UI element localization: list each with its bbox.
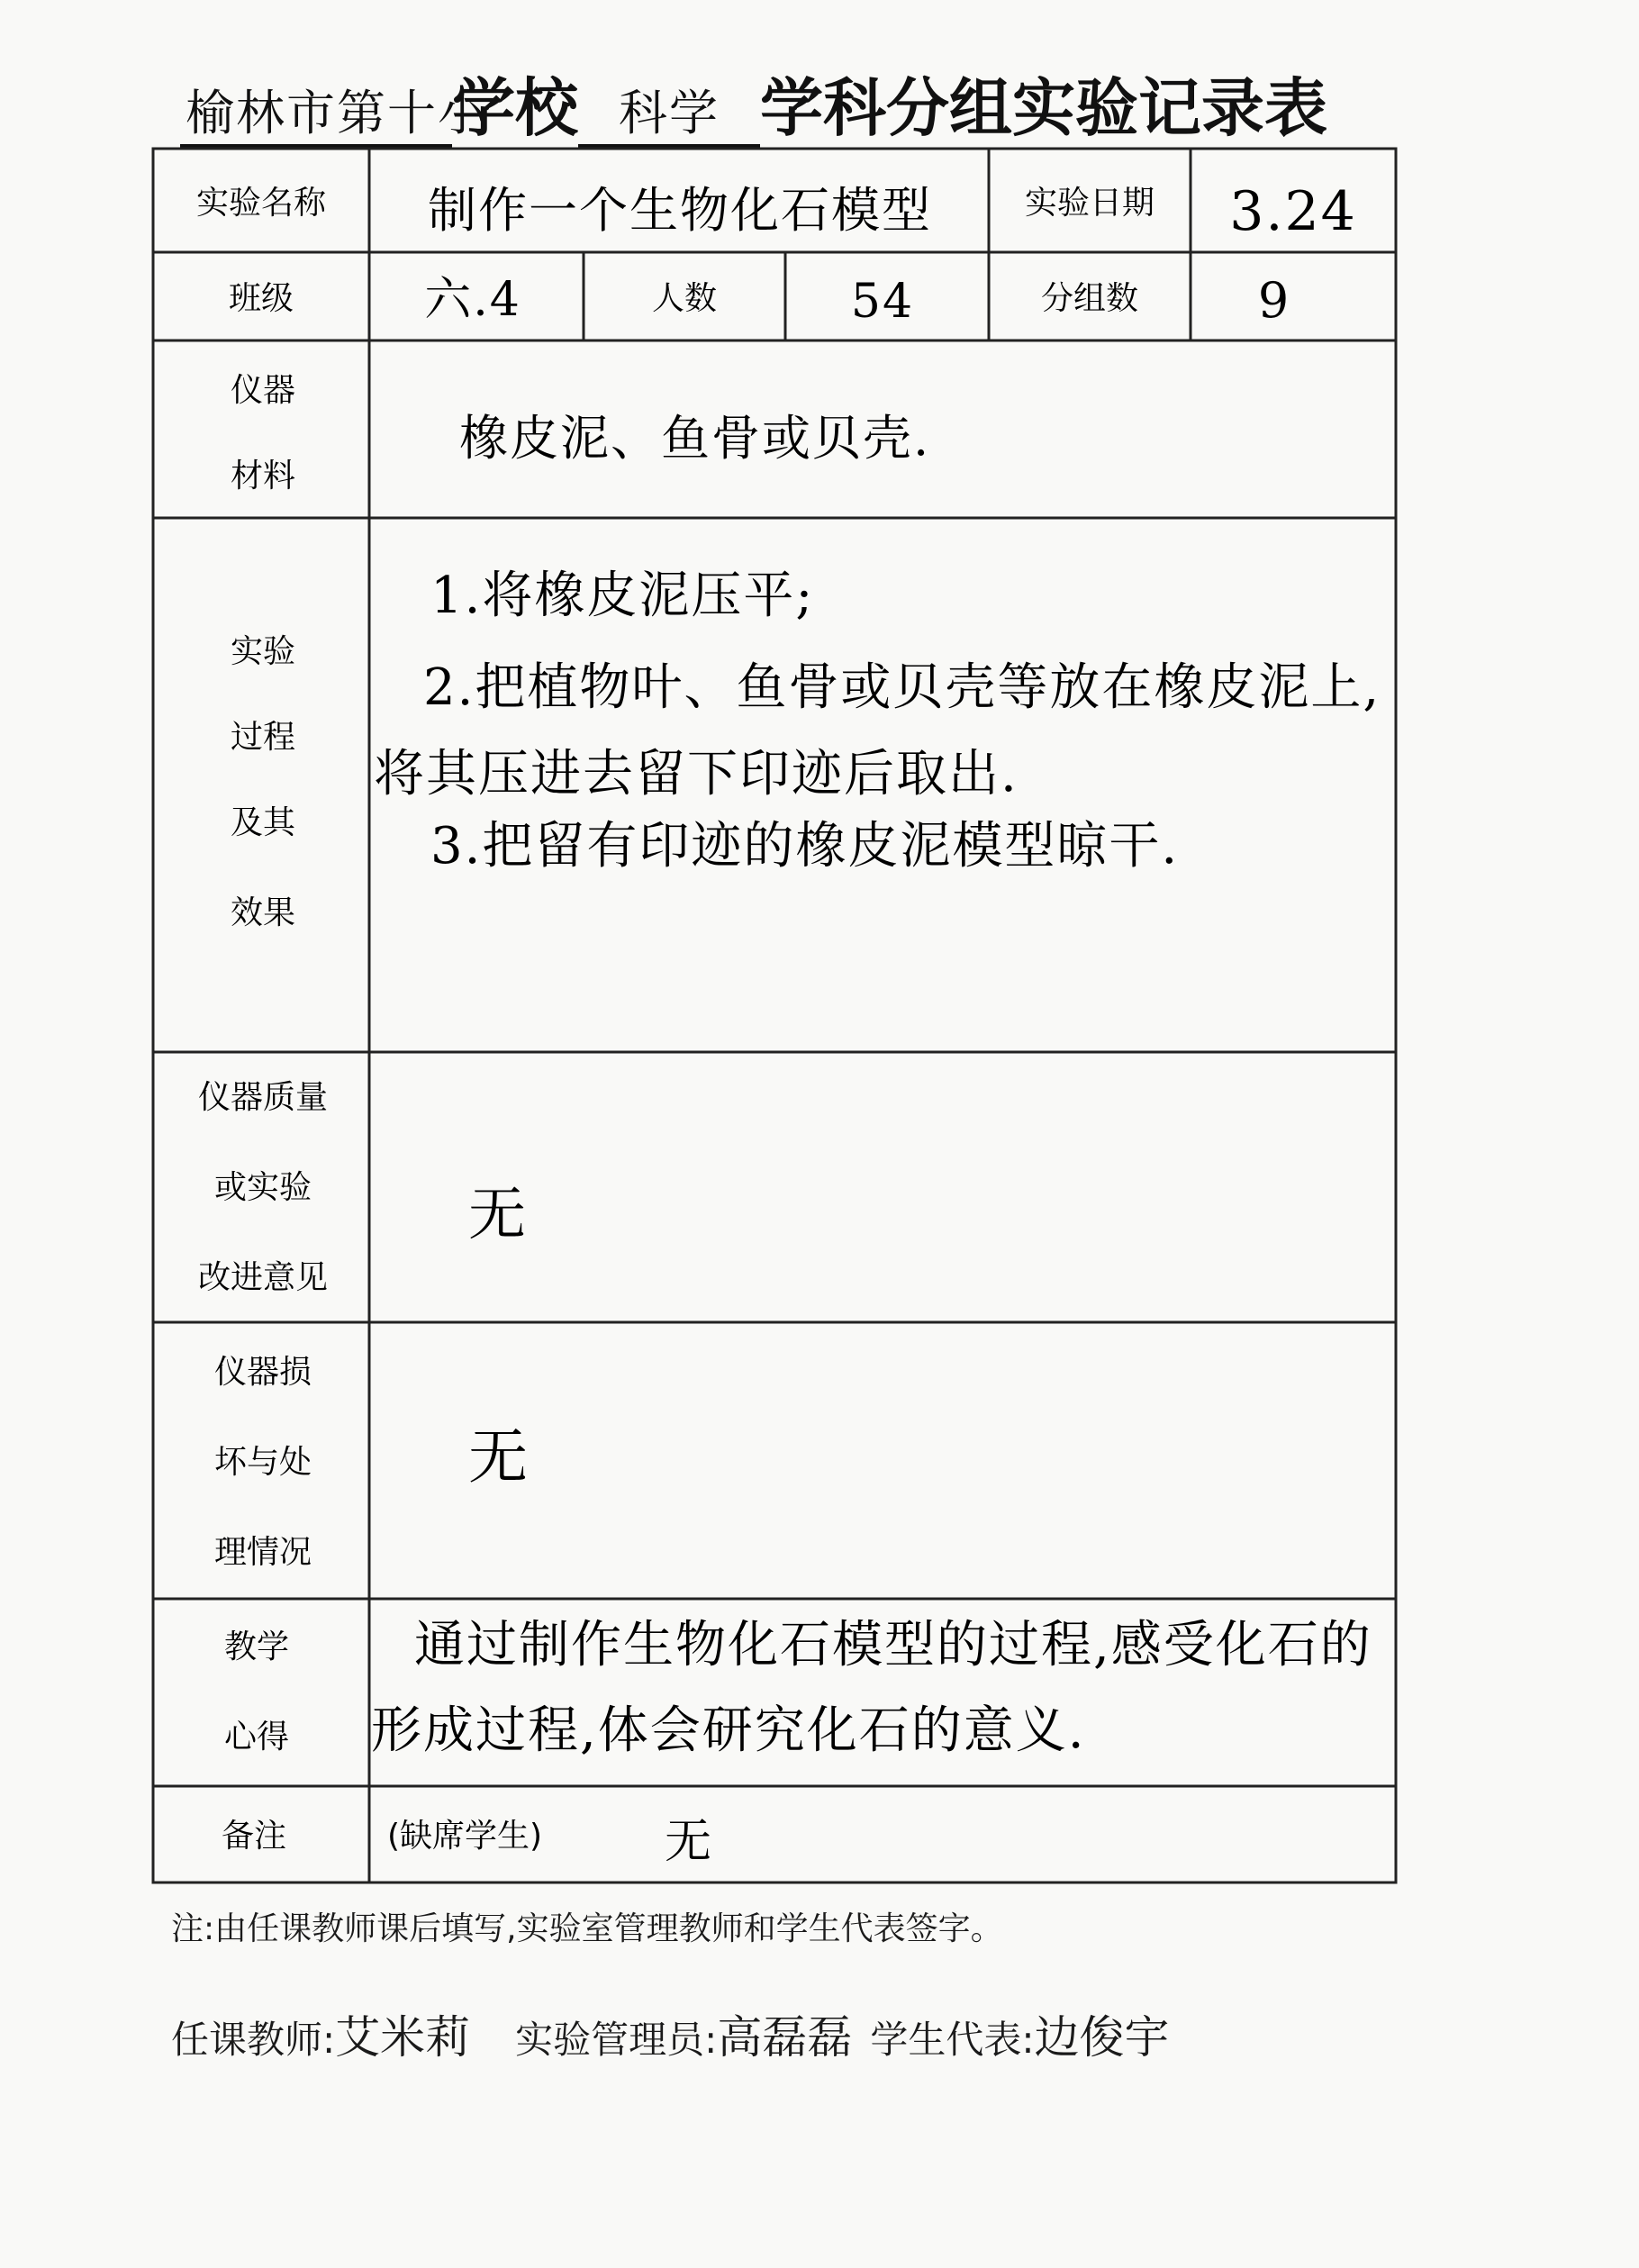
damage-label-3: 理情况 xyxy=(213,1534,312,1571)
process-line-1: 1.将橡皮泥压平; xyxy=(430,567,815,625)
reflection-label-1: 教学 xyxy=(223,1628,290,1665)
groups-value: 9 xyxy=(1257,272,1291,329)
remarks-prefix: (缺席学生) xyxy=(387,1818,543,1855)
school-suffix: 学校 xyxy=(452,71,578,145)
experiment-name-label: 实验名称 xyxy=(195,185,327,222)
quality-label-2: 或实验 xyxy=(213,1169,312,1206)
process-label-2: 过程 xyxy=(230,719,296,756)
quality-value: 无 xyxy=(468,1182,528,1248)
reflection-line-1: 通过制作生物化石模型的过程,感受化石的 xyxy=(414,1616,1372,1674)
process-label-1: 实验 xyxy=(230,633,296,670)
quality-label-1: 仪器质量 xyxy=(197,1079,329,1116)
class-label: 班级 xyxy=(228,280,294,317)
signature-row xyxy=(171,2001,1169,2066)
class-value: 六.4 xyxy=(424,273,521,327)
damage-label-1: 仪器损 xyxy=(213,1354,312,1391)
student-signature: 边俊宇 xyxy=(1034,2011,1170,2064)
admin-signature: 高磊磊 xyxy=(717,2011,853,2064)
materials-value: 橡皮泥、鱼骨或贝壳. xyxy=(459,410,931,467)
people-label: 人数 xyxy=(651,280,718,317)
quality-label-3: 改进意见 xyxy=(197,1259,329,1296)
subject-name: 科学 xyxy=(578,75,760,148)
materials-label-1: 仪器 xyxy=(230,372,296,409)
admin-label: 实验管理员: xyxy=(515,2018,718,2062)
school-name: 榆林市第十小 xyxy=(180,75,452,148)
student-label: 学生代表: xyxy=(870,2018,1035,2062)
process-line-2: 2.把植物叶、鱼骨或贝壳等放在橡皮泥上, xyxy=(423,658,1381,717)
process-label-4: 效果 xyxy=(230,894,296,931)
teacher-label: 任课教师: xyxy=(171,2018,336,2062)
damage-label-2: 坏与处 xyxy=(213,1444,312,1481)
materials-label-2: 材料 xyxy=(230,458,296,494)
experiment-name-value: 制作一个生物化石模型 xyxy=(428,182,932,239)
experiment-date-label: 实验日期 xyxy=(1024,185,1155,222)
damage-value: 无 xyxy=(468,1422,530,1492)
experiment-date-value: 3.24 xyxy=(1229,180,1357,243)
people-value: 54 xyxy=(850,275,915,329)
reflection-line-2: 形成过程,体会研究化石的意义. xyxy=(371,1701,1086,1760)
process-line-3: 将其压进去留下印迹后取出. xyxy=(374,745,1019,803)
remarks-value: 无 xyxy=(665,1815,714,1869)
form-title-text: 学科分组实验记录表 xyxy=(760,71,1327,145)
reflection-label-2: 心得 xyxy=(223,1719,290,1755)
teacher-signature: 艾米莉 xyxy=(335,2011,471,2064)
groups-label: 分组数 xyxy=(1040,280,1139,317)
process-line-4: 3.把留有印迹的橡皮泥模型晾干. xyxy=(430,817,1180,875)
footnote: 注:由任课教师课后填写,实验室管理教师和学生代表签字。 xyxy=(171,1910,1003,1947)
process-label-3: 及其 xyxy=(230,804,296,841)
remarks-label: 备注 xyxy=(221,1818,287,1855)
